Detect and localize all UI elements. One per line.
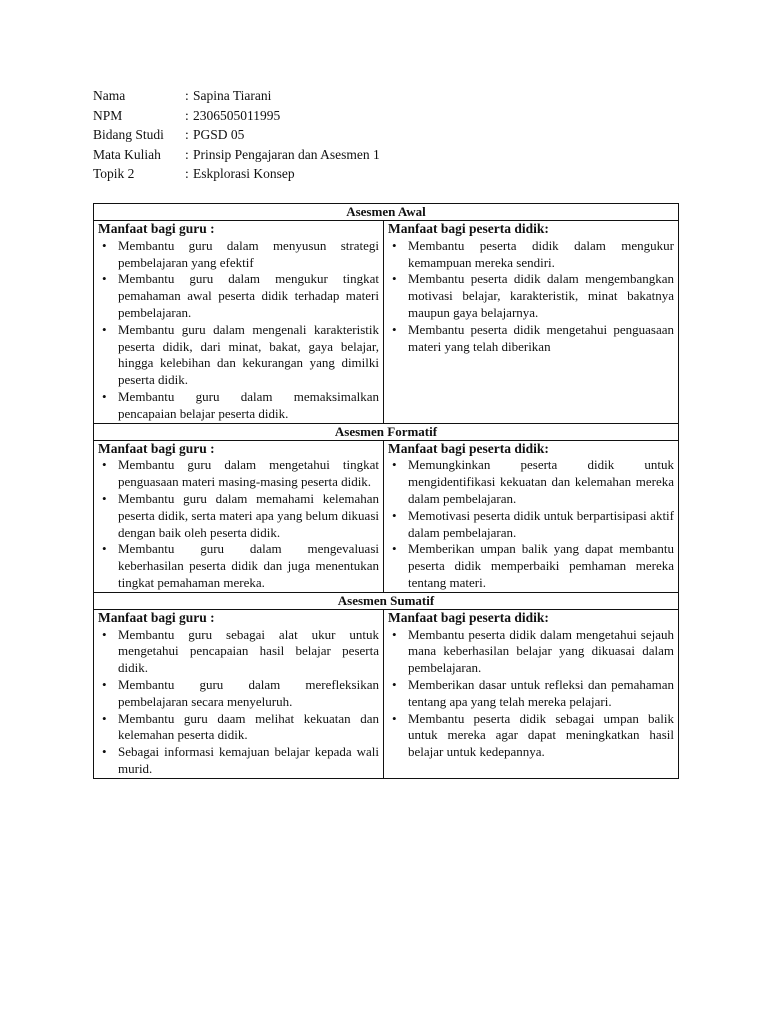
benefit-item [98,271,379,321]
benefit-item [98,711,379,745]
benefit-item [98,541,379,591]
assessment-table [93,203,679,779]
info-label: Bidang Studi [93,127,164,142]
benefit-item [388,677,674,711]
bullet-icon: • [102,744,107,760]
benefit-list [98,457,379,591]
info-label: Nama [93,88,126,103]
benefit-list [388,457,674,591]
section-title-row-asesmen-formatif [94,423,679,440]
benefit-text: Membantu peserta didik dalam mengembangkan motivasi belajar, karakteristik, minat bakatnya maupun gaya belajarnya. [408,271,674,320]
benefit-list [388,627,674,761]
benefit-text: Membantu guru sebagai alat ukur untuk mengetahui pencapaian hasil belajar peserta didik. [118,626,379,676]
benefit-item [98,491,379,541]
teacher-benefits-cell [94,440,384,592]
benefit-text: Membantu guru dalam mengetahui tingkat penguasaan materi masing-masing peserta didik. [118,457,379,490]
benefit-list [388,238,674,356]
student-info-block [93,86,380,184]
bullet-icon: • [102,457,107,473]
info-label: Mata Kuliah [93,146,161,162]
info-row-topik [93,164,380,184]
benefit-text: Sebagai informasi kemajuan belajar kepada wali murid. [118,744,379,776]
info-separator: : [185,88,189,103]
benefit-text: Membantu guru dalam mengevaluasi keberhasilan peserta didik dan juga menentukan tingkat pemahaman mereka. [118,541,379,590]
teacher-benefits-cell [94,609,384,778]
bullet-icon: • [392,710,397,726]
benefit-text: Memberikan umpan balik yang dapat membantu peserta didik memperbaiki pemhaman mereka tentang materi. [408,541,674,590]
benefit-text: Membantu guru dalam menyusun strategi pembelajaran yang efektif [118,237,379,270]
student-benefits-cell [384,609,679,778]
student-benefits-heading: Manfaat bagi peserta didik: [388,440,549,456]
bullet-icon: • [392,541,397,557]
benefit-text: Memotivasi peserta didik untuk berpartisipasi aktif dalam pembelajaran. [408,507,674,540]
benefit-item [388,457,674,507]
benefit-item [98,744,379,778]
student-benefits-heading: Manfaat bagi peserta didik: [388,221,549,236]
info-separator: : [185,107,189,123]
benefit-text: Memungkinkan peserta didik untuk mengidentifikasi kekuatan dan kelemahan mereka dalam pembelajaran. [408,457,674,506]
bullet-icon: • [392,626,397,642]
benefit-item [98,238,379,272]
bullet-icon: • [392,676,397,692]
info-value: Eskplorasi Konsep [193,166,295,181]
info-separator: : [185,146,189,162]
bullet-icon: • [392,237,397,253]
info-row-npm [93,106,380,126]
benefit-item [388,541,674,591]
student-benefits-cell [384,440,679,592]
info-row-nama [93,86,380,106]
benefit-item [98,389,379,423]
bullet-icon: • [102,490,107,506]
section-content-row [94,440,679,592]
bullet-icon: • [102,626,107,642]
teacher-benefits-cell [94,221,384,424]
benefit-list [98,627,379,778]
benefit-list [98,238,379,423]
section-content-row [94,609,679,778]
teacher-benefits-heading: Manfaat bagi guru : [98,221,215,236]
benefit-item [98,322,379,389]
section-title-row-asesmen-sumatif [94,592,679,609]
section-title: Asesmen Formatif [94,423,679,440]
info-value: Prinsip Pengajaran dan Asesmen 1 [193,146,380,162]
benefit-item [388,627,674,677]
benefit-item [388,322,674,356]
bullet-icon: • [392,271,397,287]
bullet-icon: • [102,271,107,287]
student-benefits-cell [384,221,679,424]
benefit-item [388,238,674,272]
benefit-text: Membantu guru dalam merefleksikan pembelajaran secara menyeluruh. [118,676,379,709]
benefit-text: Membantu peserta didik mengetahui penguasaan materi yang telah diberikan [408,321,674,354]
benefit-text: Membantu guru dalam memahami kelemahan peserta didik, serta materi apa yang belum dikuasi dengan baik oleh peserta didik. [118,490,379,540]
info-row-mata-kuliah [93,145,380,165]
bullet-icon: • [102,676,107,692]
benefit-item [98,677,379,711]
benefit-text: Membantu guru dalam mengukur tingkat pemahaman awal peserta didik terhadap materi pembelajaran. [118,271,379,320]
benefit-item [388,271,674,321]
info-value: 2306505011995 [193,107,281,123]
benefit-text: Memberikan dasar untuk refleksi dan pemahaman tentang apa yang telah mereka pelajari. [408,676,674,709]
info-value: PGSD 05 [193,127,245,142]
bullet-icon: • [102,237,107,253]
benefit-text: Membantu guru dalam memaksimalkan pencapaian belajar peserta didik. [118,388,379,421]
bullet-icon: • [392,507,397,523]
info-label: NPM [93,107,123,123]
bullet-icon: • [102,541,107,557]
bullet-icon: • [102,388,107,404]
benefit-item [98,457,379,491]
benefit-item [98,627,379,677]
benefit-text: Membantu peserta didik sebagai umpan balik untuk mereka agar dapat meningkatkan hasil belajar untuk kedepannya. [408,710,674,760]
bullet-icon: • [392,457,397,473]
bullet-icon: • [102,710,107,726]
benefit-text: Membantu guru dalam mengenali karakteristik peserta didik, dari minat, bakat, gaya belajar, hingga kelebihan dan kekurangan yang dimilki peserta didik. [118,321,379,388]
section-title: Asesmen Sumatif [94,592,679,609]
info-separator: : [185,166,189,181]
benefit-text: Membantu peserta didik dalam mengetahui sejauh mana keberhasilan belajar yang dikuasai dalam pembelajaran. [408,626,674,676]
teacher-benefits-heading: Manfaat bagi guru : [98,609,215,625]
benefit-text: Membantu guru daam melihat kekuatan dan kelemahan peserta didik. [118,710,379,743]
bullet-icon: • [102,321,107,337]
section-title-row-asesmen-awal [94,204,679,221]
info-separator: : [185,127,189,142]
section-title: Asesmen Awal [94,204,679,221]
benefit-item [388,508,674,542]
benefit-item [388,711,674,761]
student-benefits-heading: Manfaat bagi peserta didik: [388,609,549,625]
benefit-text: Membantu peserta didik dalam mengukur kemampuan mereka sendiri. [408,237,674,270]
section-content-row [94,221,679,424]
bullet-icon: • [392,321,397,337]
info-label: Topik 2 [93,166,135,181]
teacher-benefits-heading: Manfaat bagi guru : [98,440,215,456]
info-value: Sapina Tiarani [193,88,272,103]
info-row-bidang-studi [93,125,380,145]
